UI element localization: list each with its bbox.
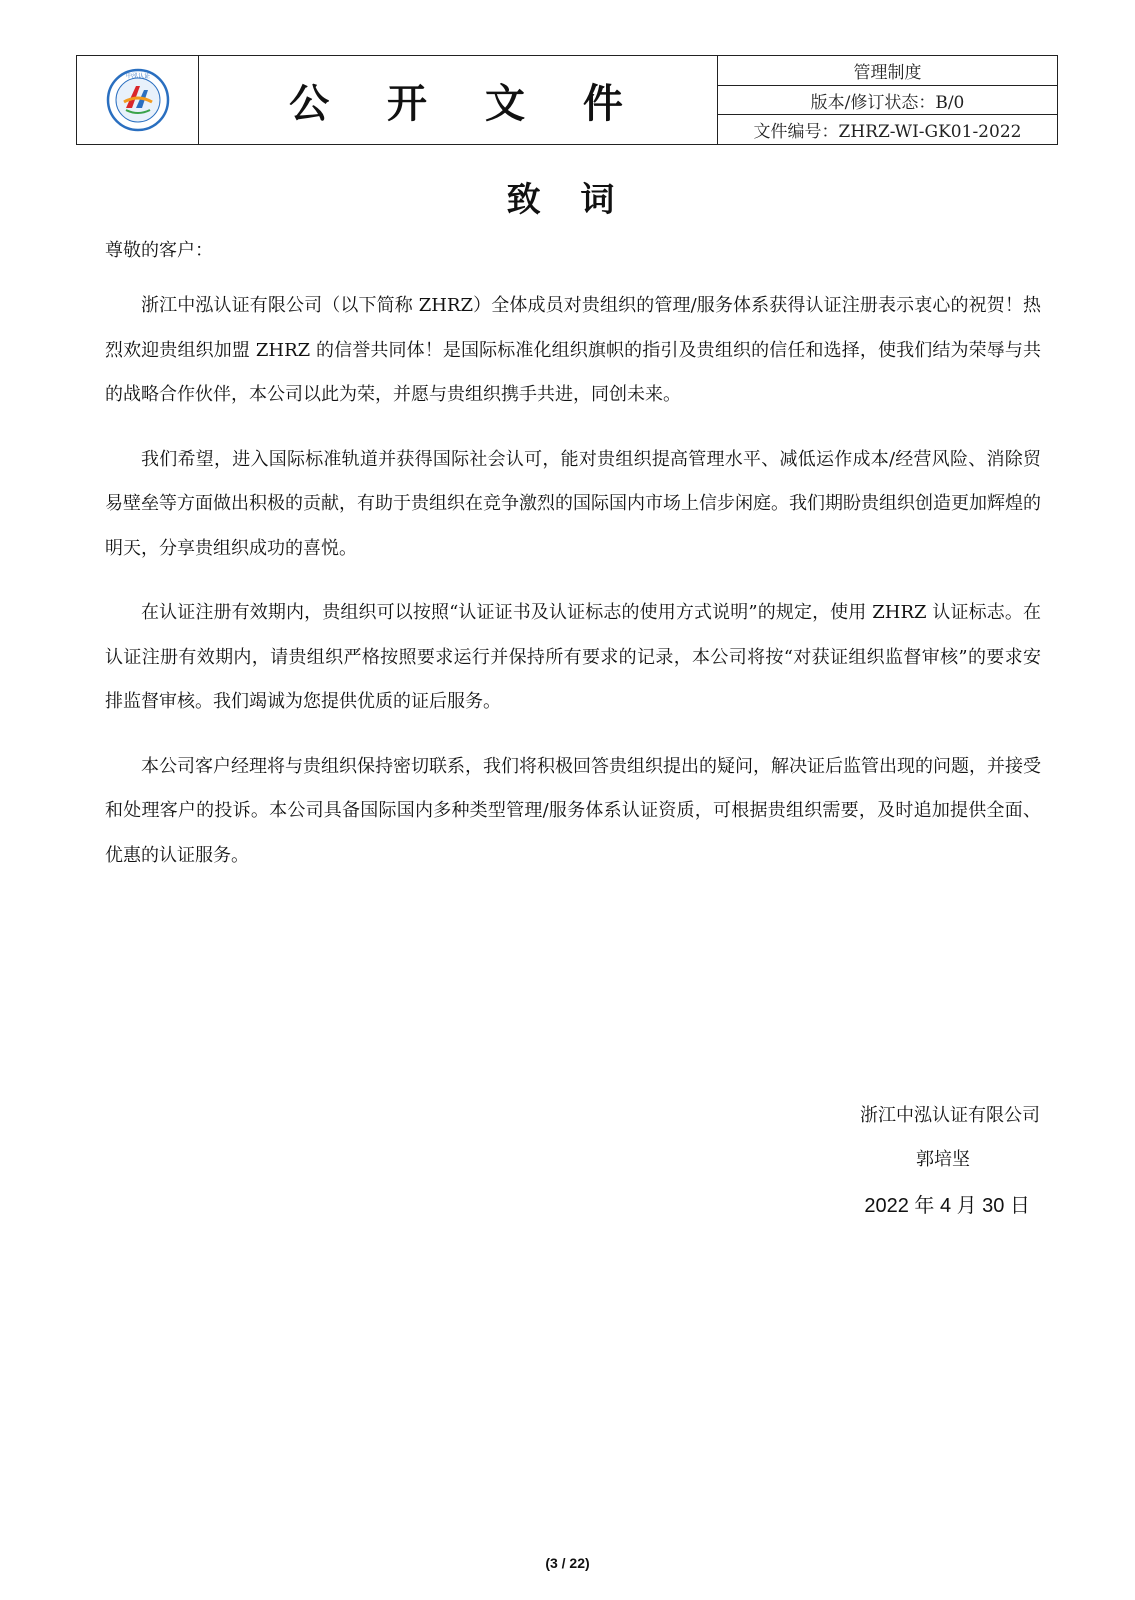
paragraph: 本公司客户经理将与贵组织保持密切联系，我们将积极回答贵组织提出的疑问，解决证后监管出现的问题，并接受和处理客户的投诉。本公司具备国际国内多种类型管理/服务体系认证资质，可根据贵组织需要，及时追加提供全面、优惠的认证服务。 bbox=[105, 755, 1041, 866]
meta-cell bbox=[718, 56, 1057, 144]
letter-body bbox=[105, 284, 1041, 898]
meta-version: 版本/修订状态：B/0 bbox=[718, 86, 1057, 116]
signature-person: 郭培坚 bbox=[916, 1149, 970, 1170]
logo-text: 中泓认证 bbox=[125, 73, 150, 80]
page-title: 致 词 bbox=[506, 180, 629, 220]
meta-category: 管理制度 bbox=[718, 56, 1057, 86]
meta-doc-number: 文件编号：ZHRZ-WI-GK01-2022 bbox=[753, 122, 1022, 143]
doc-type-title: 公 开 文 件 bbox=[199, 56, 718, 144]
paragraph: 我们希望，进入国际标准轨道并获得国际社会认可，能对贵组织提高管理水平、减低运作成本/经营风险、消除贸易壁垒等方面做出积极的贡献，有助于贵组织在竞争激烈的国际国内市场上信步闲庭。我们期盼贵组织创造更加辉煌的明天，分享贵组织成功的喜悦。 bbox=[105, 448, 1041, 559]
company-logo bbox=[106, 68, 170, 132]
logo-cell bbox=[77, 56, 199, 144]
paragraph: 在认证注册有效期内，贵组织可以按照“认证证书及认证标志的使用方式说明”的规定，使用 ZHRZ 认证标志。在认证注册有效期内，请贵组织严格按照要求运行并保持所有要求的记录，本公司将按“对获证组织监督审核”的要求安排监督审核。我们竭诚为您提供优质的证后服务。 bbox=[105, 602, 1041, 712]
paragraph: 浙江中泓认证有限公司（以下简称 ZHRZ）全体成员对贵组织的管理/服务体系获得认证注册表示衷心的祝贺！热烈欢迎贵组织加盟 ZHRZ 的信誉共同体！是国际标准化组织旗帜的指引及贵组织的信任和选择，使我们结为荣辱与共的战略合作伙伴，本公司以此为荣，并愿与贵组织携手共进，同创未来。 bbox=[105, 295, 1041, 405]
signature-company: 浙江中泓认证有限公司 bbox=[860, 1105, 1040, 1126]
signature-date: 2022 年 4 月 30 日 bbox=[864, 1195, 1030, 1217]
header-table bbox=[76, 55, 1058, 145]
salutation: 尊敬的客户： bbox=[105, 240, 213, 261]
page-number: (3 / 22) bbox=[545, 1555, 590, 1571]
